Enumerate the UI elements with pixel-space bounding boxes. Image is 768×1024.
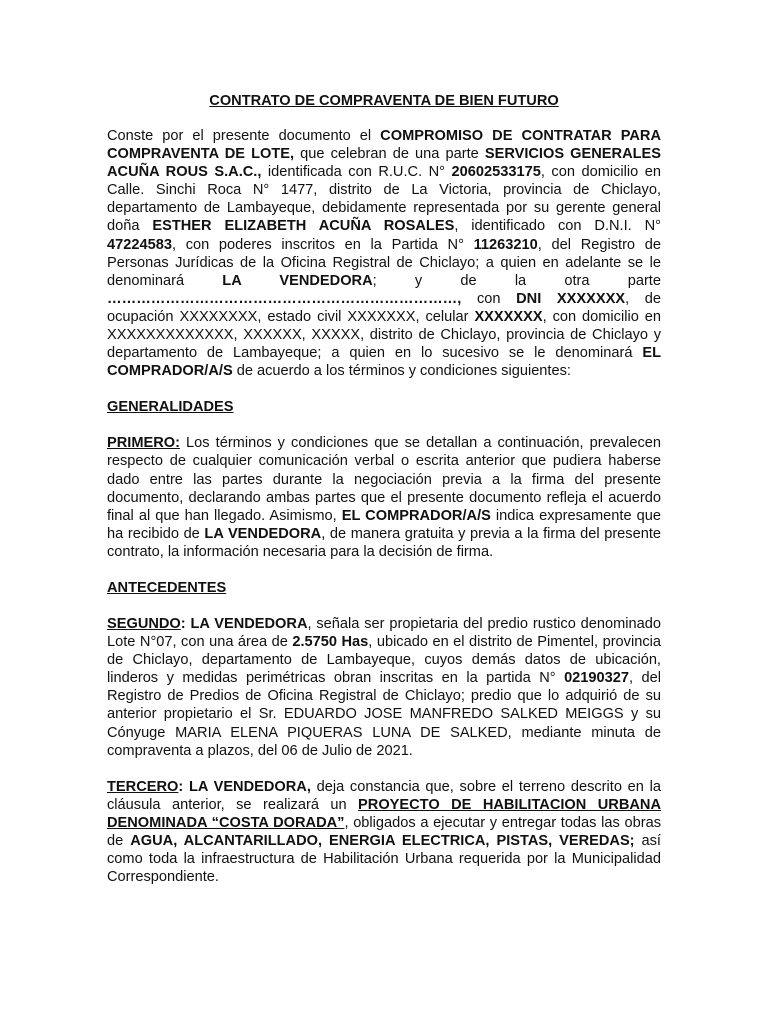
emphasis-text: PROYECTO DE HABILITACION URBANA DENOMINADA “COSTA DORADA”: [107, 796, 661, 831]
emphasis-text: 47224583: [107, 236, 172, 253]
emphasis-text: ………………………………………………………………,: [107, 290, 462, 307]
body-text: , del Registro de Personas Jurídicas de la Oficina Registral de Chiclayo; a quien en adelante se le denominará: [107, 236, 661, 289]
body-text: , identificado con D.N.I. N°: [454, 218, 661, 235]
body-text: , con poderes inscritos en la Partida N°: [171, 236, 474, 253]
body-text: de acuerdo a los términos y condiciones siguientes:: [232, 363, 571, 380]
body-text: , del Registro de Predios de Oficina Registral de Chiclayo; predio que lo adquirió de su anterior propietario el Sr. EDUARDO JOSE MANFREDO SALKED MEIGGS y su Cónyuge MARIA ELENA PIQUERAS LUNA DE SALKED, mediante minuta de compraventa a plazos, del 06 de Julio de 2021.: [107, 670, 661, 759]
document-title: CONTRATO DE COMPRAVENTA DE BIEN FUTURO: [209, 93, 559, 109]
emphasis-text: 02190327: [564, 670, 629, 687]
emphasis-text: 20602533175: [451, 164, 541, 181]
intro-paragraph: [107, 127, 661, 380]
emphasis-text: XXXXXXX: [474, 308, 543, 325]
emphasis-text: ESTHER ELIZABETH ACUÑA ROSALES: [152, 218, 455, 235]
body-text: , obligados a ejecutar y entregar todas las obras de: [107, 814, 661, 849]
emphasis-text: : LA VENDEDORA: [180, 615, 308, 632]
body-text: , de manera gratuita y previa a la firma del presente contrato, la información necesaria para la decisión de firma.: [107, 525, 661, 560]
emphasis-text: LA VENDEDORA: [222, 272, 373, 289]
emphasis-text: AGUA, ALCANTARILLADO, ENERGIA ELECTRICA, PISTAS, VEREDAS;: [130, 833, 635, 849]
body-text: , de ocupación XXXXXXXX, estado civil XXXXXXX, celular: [107, 290, 661, 325]
emphasis-text: 11263210: [473, 236, 538, 253]
body-text: ; y de la otra parte: [372, 272, 661, 289]
body-text: indica expresamente que ha recibido de: [107, 507, 661, 542]
heading-generalidades: GENERALIDADES: [107, 399, 234, 416]
body-text: , con domicilio en Calle. Sinchi Roca N° 1477, distrito de La Victoria, provincia de Chiclayo, departamento de Lambayeque, debidamente representada por su gerente general doña: [107, 164, 661, 235]
emphasis-text: EL COMPRADOR/A/S: [107, 345, 661, 380]
body-text: así como toda la infraestructura de Habilitación Urbana requerida por la Municipalidad Correspondiente.: [107, 833, 661, 886]
heading-antecedentes: ANTECEDENTES: [107, 579, 227, 596]
clause-segundo: [107, 615, 661, 760]
emphasis-text: COMPROMISO DE CONTRATAR PARA COMPRAVENTA DE LOTE,: [107, 128, 661, 163]
body-text: , ubicado en el distrito de Pimentel, provincia de Chiclayo, departamento de Lambayeque, cuyos demás datos de ubicación, linderos y medidas perimétricas obran inscritas en la partida N°: [107, 634, 661, 687]
emphasis-text: 2.5750 Has: [292, 634, 369, 651]
body-text: Conste por el presente documento el: [107, 128, 381, 144]
body-text: Los términos y condiciones que se detallan a continuación, prevalecen respecto de cualquier comunicación verbal o escrita anterior que pudiera haberse dado entre las partes durante la negociación previa a la firma del presente documento, declarando ambas partes que el presente documento refleja el acuerdo final al que han llegado. Asimismo,: [107, 435, 661, 524]
clause-primero: [107, 434, 661, 561]
emphasis-text: SERVICIOS GENERALES ACUÑA ROUS S.A.C.,: [107, 146, 661, 181]
emphasis-text: LA VENDEDORA: [204, 525, 322, 542]
emphasis-text: EL COMPRADOR/A/S: [341, 507, 491, 524]
body-text: con: [461, 290, 517, 307]
emphasis-text: DNI XXXXXXX: [516, 290, 626, 307]
body-text: que celebran de una parte: [294, 146, 485, 163]
emphasis-text: TERCERO: [107, 778, 179, 795]
emphasis-text: : LA VENDEDORA,: [178, 778, 311, 795]
emphasis-text: PRIMERO:: [107, 435, 180, 452]
body-text: identificada con R.U.C. N°: [261, 164, 452, 181]
clause-tercero: [107, 778, 661, 887]
document-page: [107, 92, 661, 886]
body-text: , con domicilio en XXXXXXXXXXXXX, XXXXXX, XXXXX, distrito de Chiclayo, provincia de Chiclayo y departamento de Lambayeque; a quien en lo sucesivo se le denominará: [107, 308, 661, 362]
body-text: , señala ser propietaria del predio rustico denominado Lote N°07, con una área de: [107, 615, 661, 651]
emphasis-text: SEGUNDO: [107, 615, 181, 632]
body-text: deja constancia que, sobre el terreno descrito en la cláusula anterior, se realizará un: [107, 778, 661, 813]
